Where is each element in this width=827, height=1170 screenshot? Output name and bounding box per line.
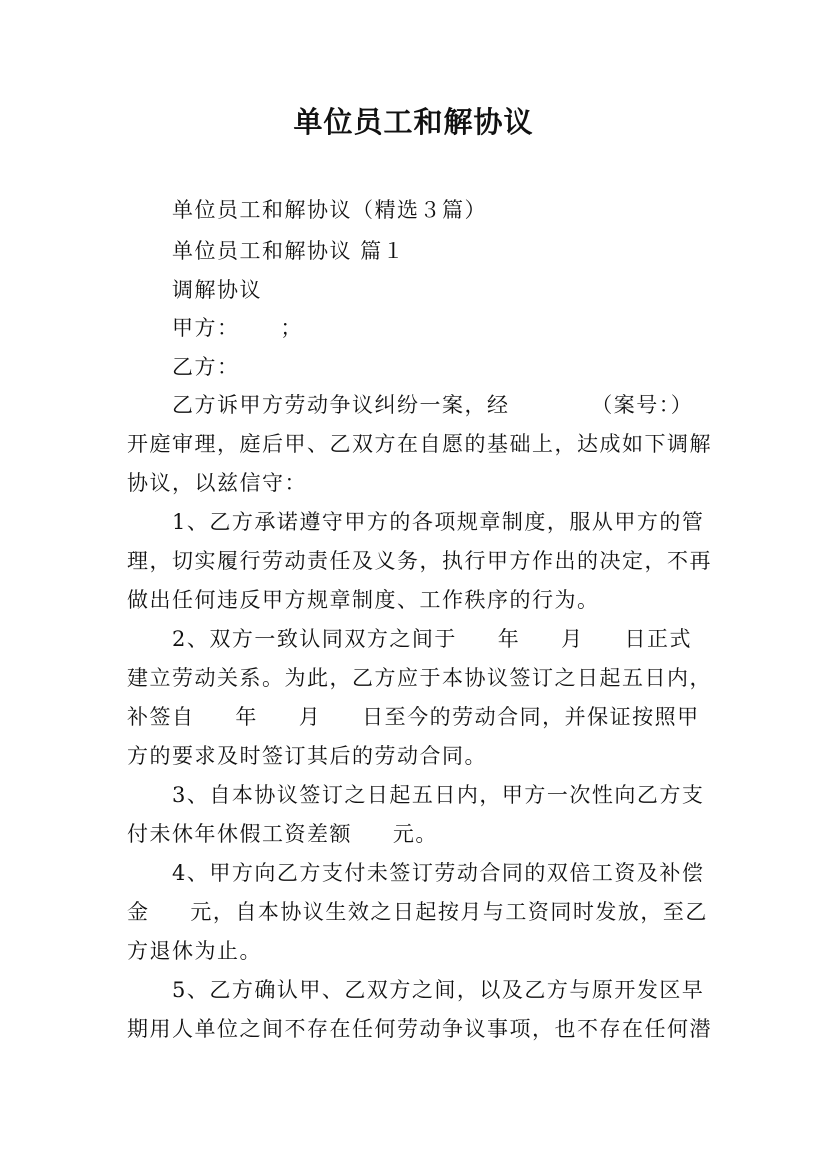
body-text-line: 乙方诉甲方劳动争议纠纷一案，经 （案号：） bbox=[172, 393, 694, 417]
clause-1-line: 做出任何违反甲方规章制度、工作秩序的行为。 bbox=[127, 588, 600, 612]
clause-2-line: 建立劳动关系。为此，乙方应于本协议签订之日起五日内， bbox=[127, 666, 712, 690]
section-heading: 单位员工和解协议 篇１ bbox=[172, 239, 406, 263]
clause-3-line: 付未休年休假工资差额 元。 bbox=[127, 822, 438, 846]
clause-5-line: 5、乙方确认甲、乙双方之间，以及乙方与原开发区早 bbox=[172, 978, 705, 1002]
clause-4-line: 方退休为止。 bbox=[127, 939, 262, 963]
clause-4-line: 4、甲方向乙方支付未签订劳动合同的双倍工资及补偿 bbox=[172, 861, 705, 885]
clause-4-line: 金 元，自本协议生效之日起按月与工资同时发放，至乙 bbox=[127, 900, 708, 924]
clause-5-line: 期用人单位之间不存在任何劳动争议事项，也不存在任何潜 bbox=[127, 1017, 712, 1041]
clause-3-line: 3、自本协议签订之日起五日内，甲方一次性向乙方支 bbox=[172, 783, 705, 807]
document-title: 单位员工和解协议 bbox=[293, 105, 534, 139]
agreement-heading: 调解协议 bbox=[172, 278, 262, 302]
subtitle-line: 单位员工和解协议（精选３篇） bbox=[172, 198, 487, 222]
party-a-line: 甲方： ； bbox=[172, 316, 303, 340]
party-b-line: 乙方： bbox=[172, 355, 240, 379]
clause-1-line: 理，切实履行劳动责任及义务，执行甲方作出的决定，不再 bbox=[127, 549, 712, 573]
clause-2-line: 2、双方一致认同双方之间于 年 月 日正式 bbox=[172, 627, 692, 651]
body-text-line: 开庭审理，庭后甲、乙双方在自愿的基础上，达成如下调解 bbox=[127, 432, 712, 456]
clause-1-line: 1、乙方承诺遵守甲方的各项规章制度，服从甲方的管 bbox=[172, 510, 705, 534]
body-text-line: 协议，以兹信守： bbox=[127, 471, 307, 495]
clause-2-line: 方的要求及时签订其后的劳动合同。 bbox=[127, 744, 487, 768]
clause-2-line: 补签自 年 月 日至今的劳动合同，并保证按照甲 bbox=[127, 705, 700, 729]
